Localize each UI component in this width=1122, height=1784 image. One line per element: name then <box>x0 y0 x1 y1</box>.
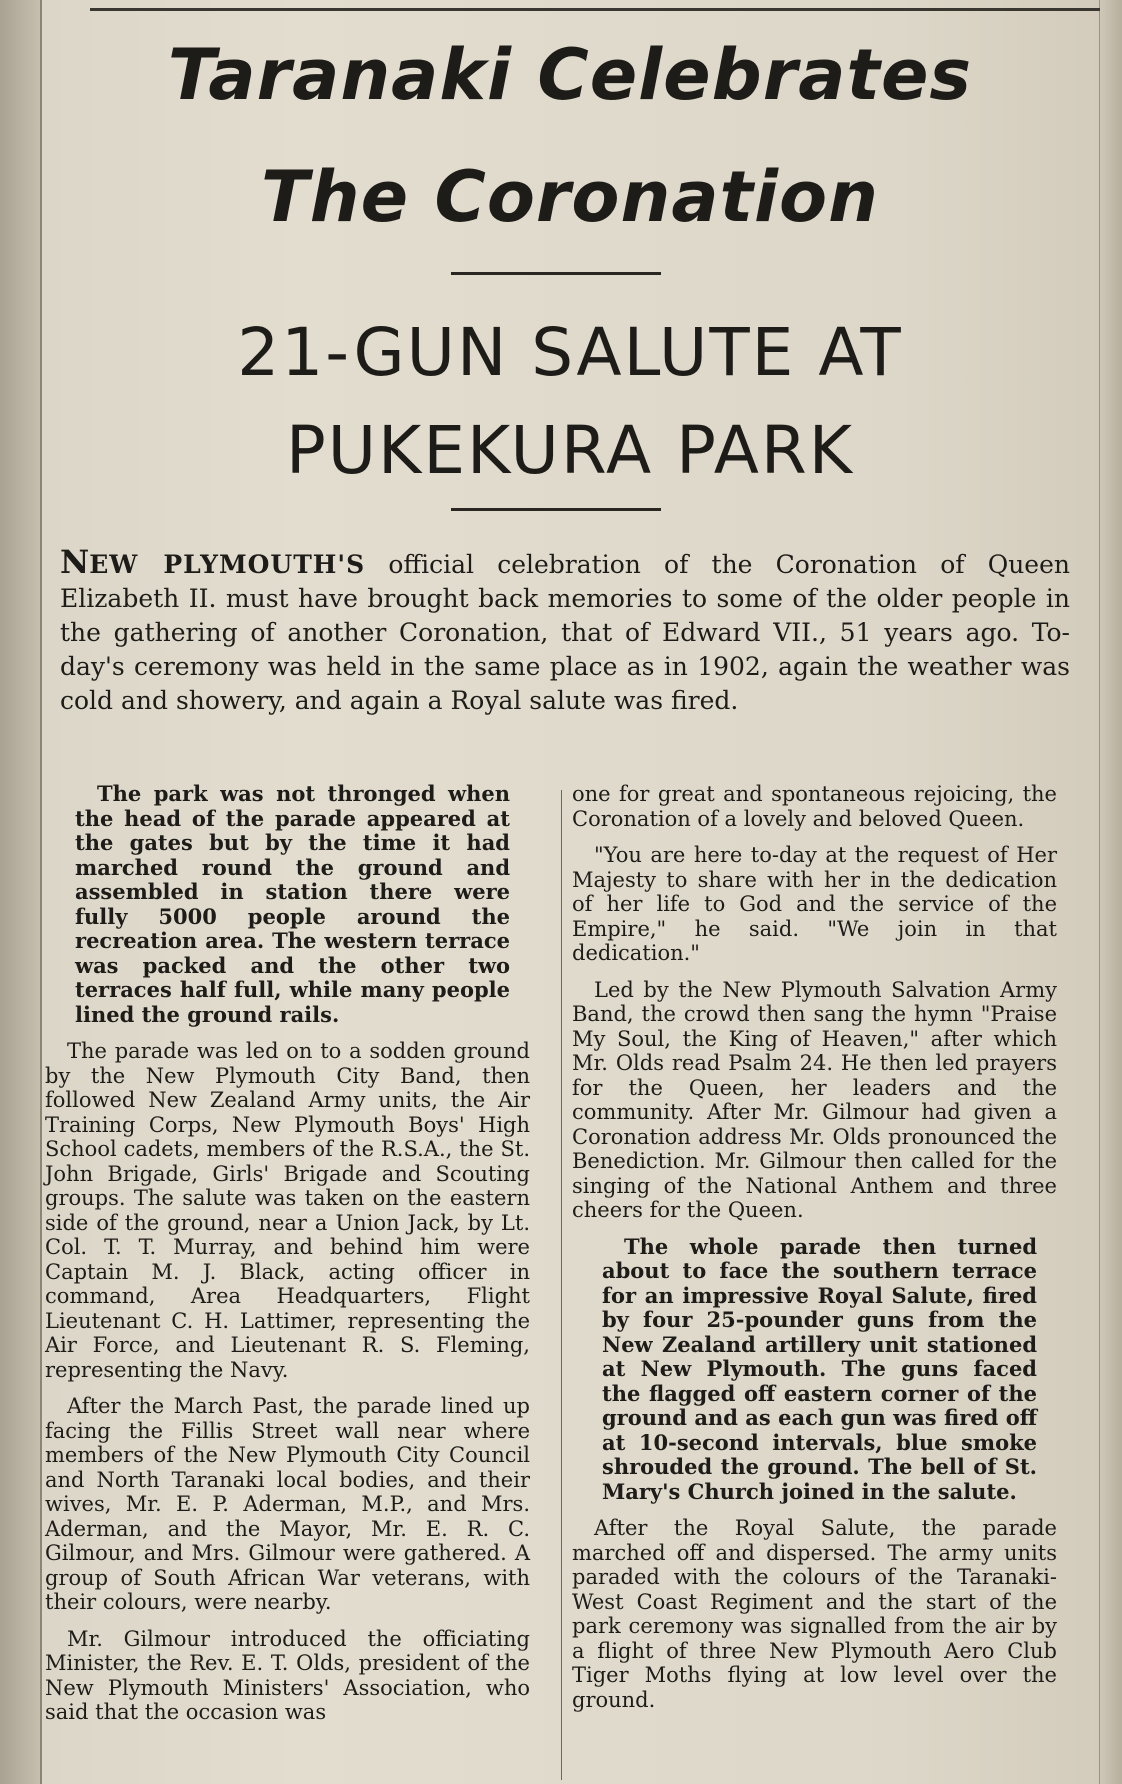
right-column <box>572 782 1057 1724</box>
column-divider <box>561 790 562 1780</box>
headline-divider <box>451 272 661 275</box>
adjacent-page-edge-left <box>0 0 42 1784</box>
body-paragraph: After the Royal Salute, the parade marched off and dispersed. The army units paraded with the colours of the Taranaki-West Coast Regiment and the start of the park ceremony was signalled from the air by a flight of three New Plymouth Aero Club Tiger Moths flying at low level over the ground. <box>572 1516 1057 1712</box>
subhead-divider <box>451 508 661 511</box>
lead-caps: EW PLYMOUTH'S <box>89 550 366 579</box>
lead-paragraph <box>60 545 1070 718</box>
headline-line-2: The Coronation <box>261 156 879 238</box>
headline-line-1: Taranaki Celebrates <box>167 34 973 116</box>
body-paragraph: After the March Past, the parade lined up facing the Fillis Street wall near where members of the New Plymouth City Council and North Taranaki local bodies, and their wives, Mr. E. P. Aderman, M.P., and Mrs. Aderman, and the Mayor, Mr. E. R. C. Gilmour, and Mrs. Gilmour were gathered. A group of South African War veterans, with their colours, were nearby. <box>45 1394 530 1614</box>
body-paragraph: The park was not thronged when the head of the parade appeared at the gates but by the time it had marched round the ground and assembled in station there were fully 5000 people around the recreation area. The western terrace was packed and the other two terraces half full, while many people lined the ground rails. <box>75 781 510 1027</box>
body-paragraph: Mr. Gilmour introduced the officiating Minister, the Rev. E. T. Olds, president of the New Plymouth Ministers' Association, who said that the occasion was <box>45 1626 530 1724</box>
top-rule <box>90 8 1100 11</box>
subhead-line-1: 21-GUN SALUTE AT <box>237 314 903 391</box>
body-paragraph: one for great and spontaneous rejoicing, the Coronation of a lovely and beloved Queen. <box>572 782 1057 831</box>
body-paragraph: The parade was led on to a sodden ground by the New Plymouth City Band, then followed New Zealand Army units, the Air Training Corps, New Plymouth Boys' High School cadets, members of the R.S.A., the St. John Brigade, Girls' Brigade and Scouting groups. The salute was taken on the eastern side of the ground, near a Union Jack, by Lt. Col. T. T. Murray, and behind him were Captain M. J. Black, acting officer in command, Area Headquarters, Flight Lieutenant C. H. Lattimer, representing the Air Force, and Lieutenant R. S. Fleming, representing the Navy. <box>45 1039 530 1382</box>
body-paragraph: The whole parade then turned about to face the southern terrace for an impressive Royal Salute, fired by four 25-pounder guns from the New Zealand artillery unit stationed at New Plymouth. The guns faced the flagged off eastern corner of the ground and as each gun was fired off at 10-second intervals, blue smoke shrouded the ground. The bell of St. Mary's Church joined in the salute. <box>602 1233 1037 1504</box>
body-paragraph: "You are here to-day at the request of Her Majesty to share with her in the dedication of her life to God and the service of the Empire," he said. "We join in that dedication." <box>572 843 1057 965</box>
adjacent-page-edge-right <box>1099 0 1122 1784</box>
lead-text: official celebration of the Coronation of Queen Elizabeth II. must have brought back memories to some of the older people in the gathering of another Coronation, that of Edward VII., 51 years ago. To-day's ceremony was held in the same place as in 1902, again the weather was cold and showery, and again a Royal salute was fired. <box>60 550 1070 715</box>
lead-dropcap: N <box>60 543 90 581</box>
left-column <box>45 782 530 1737</box>
subhead-line-2: PUKEKURA PARK <box>285 412 855 489</box>
body-paragraph: Led by the New Plymouth Salvation Army Band, the crowd then sang the hymn "Praise My Soul, the King of Heaven," after which Mr. Olds read Psalm 24. He then led prayers for the Queen, her leaders and the community. After Mr. Gilmour had given a Coronation address Mr. Olds pronounced the Benediction. Mr. Gilmour then called for the singing of the National Anthem and three cheers for the Queen. <box>572 977 1057 1222</box>
